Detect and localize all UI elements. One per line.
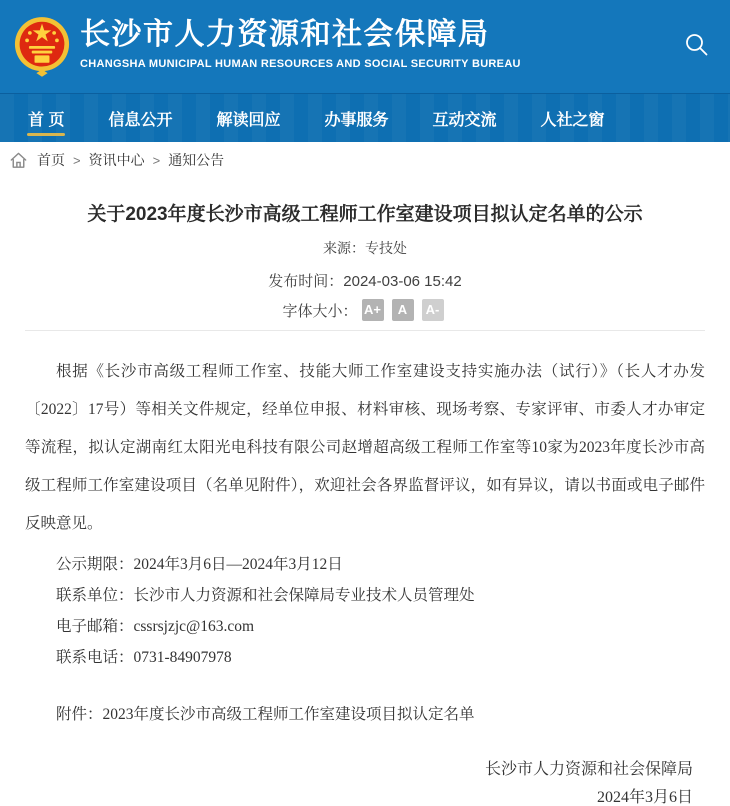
- site-title: 长沙市人力资源和社会保障局: [80, 18, 490, 51]
- article-paragraph: 根据《长沙市高级工程师工作室、技能大师工作室建设支持实施办法（试行）》（长人才办发〔2022〕17号）等相关文件规定，经单位申报、材料审核、现场考察、专家评审、市委人才办审定等流程，拟认定湖南红太阳光电科技有限公司赵增超高级工程师工作室等10家为2023年度长沙市高级工程师工作室建设项目（名单见附件），欢迎社会各界监督评议，如有异议，请以书面或电子邮件反映意见。: [25, 363, 705, 532]
- font-increase-button[interactable]: A+: [362, 299, 384, 321]
- breadcrumb-separator: >: [152, 152, 161, 168]
- signature-date: 2024年3月6日: [596, 789, 693, 806]
- search-icon[interactable]: [684, 32, 710, 58]
- article-source: 来源：专技处: [323, 240, 407, 256]
- site-brand: [80, 18, 521, 70]
- nav-item-services[interactable]: 办事服务: [324, 111, 389, 129]
- main-navigation: [0, 93, 730, 142]
- detail-publicity-period: 公示期限：2024年3月6日—2024年3月12日: [56, 556, 343, 573]
- font-size-controls: [25, 299, 705, 321]
- breadcrumb-separator: >: [73, 152, 81, 168]
- nav-item-interpret[interactable]: 解读回应: [216, 111, 281, 129]
- nav-item-home[interactable]: 首 页: [28, 94, 64, 142]
- breadcrumb-notices[interactable]: 通知公告: [168, 152, 225, 168]
- nav-item-hr-window[interactable]: 人社之窗: [540, 111, 605, 129]
- meta-divider: [25, 330, 705, 331]
- breadcrumb-home[interactable]: 首页: [37, 152, 65, 168]
- nav-item-interaction[interactable]: 互动交流: [432, 111, 497, 129]
- article-details: [25, 549, 705, 673]
- font-size-label: 字体大小：: [282, 302, 358, 320]
- breadcrumb-news-center[interactable]: 资讯中心: [88, 152, 145, 168]
- breadcrumb: [0, 142, 730, 178]
- national-emblem-logo: [14, 15, 70, 77]
- site-banner: [0, 0, 730, 142]
- detail-email: 电子邮箱：cssrsjzjc@163.com: [56, 618, 255, 635]
- detail-phone: 联系电话：0731-84907978: [56, 649, 232, 666]
- home-icon[interactable]: [8, 150, 29, 171]
- signature-organization: 长沙市人力资源和社会保障局: [484, 761, 693, 778]
- article: [0, 202, 730, 806]
- article-publish-time: 发布时间：2024-03-06 15:42: [268, 273, 462, 290]
- nav-item-info-public[interactable]: 信息公开: [108, 111, 173, 129]
- article-title: 关于2023年度长沙市高级工程师工作室建设项目拟认定名单的公示: [87, 204, 643, 225]
- detail-contact-unit: 联系单位：长沙市人力资源和社会保障局专业技术人员管理处: [56, 587, 475, 604]
- font-decrease-button[interactable]: A-: [422, 299, 444, 321]
- attachment-link[interactable]: 附件：2023年度长沙市高级工程师工作室建设项目拟认定名单: [56, 706, 475, 723]
- font-normal-button[interactable]: A: [392, 299, 414, 321]
- site-header: [0, 0, 730, 93]
- site-subtitle: CHANGSHA MUNICIPAL HUMAN RESOURCES AND SOCIAL SECURITY BUREAU: [80, 58, 521, 70]
- signature-block: [25, 762, 705, 806]
